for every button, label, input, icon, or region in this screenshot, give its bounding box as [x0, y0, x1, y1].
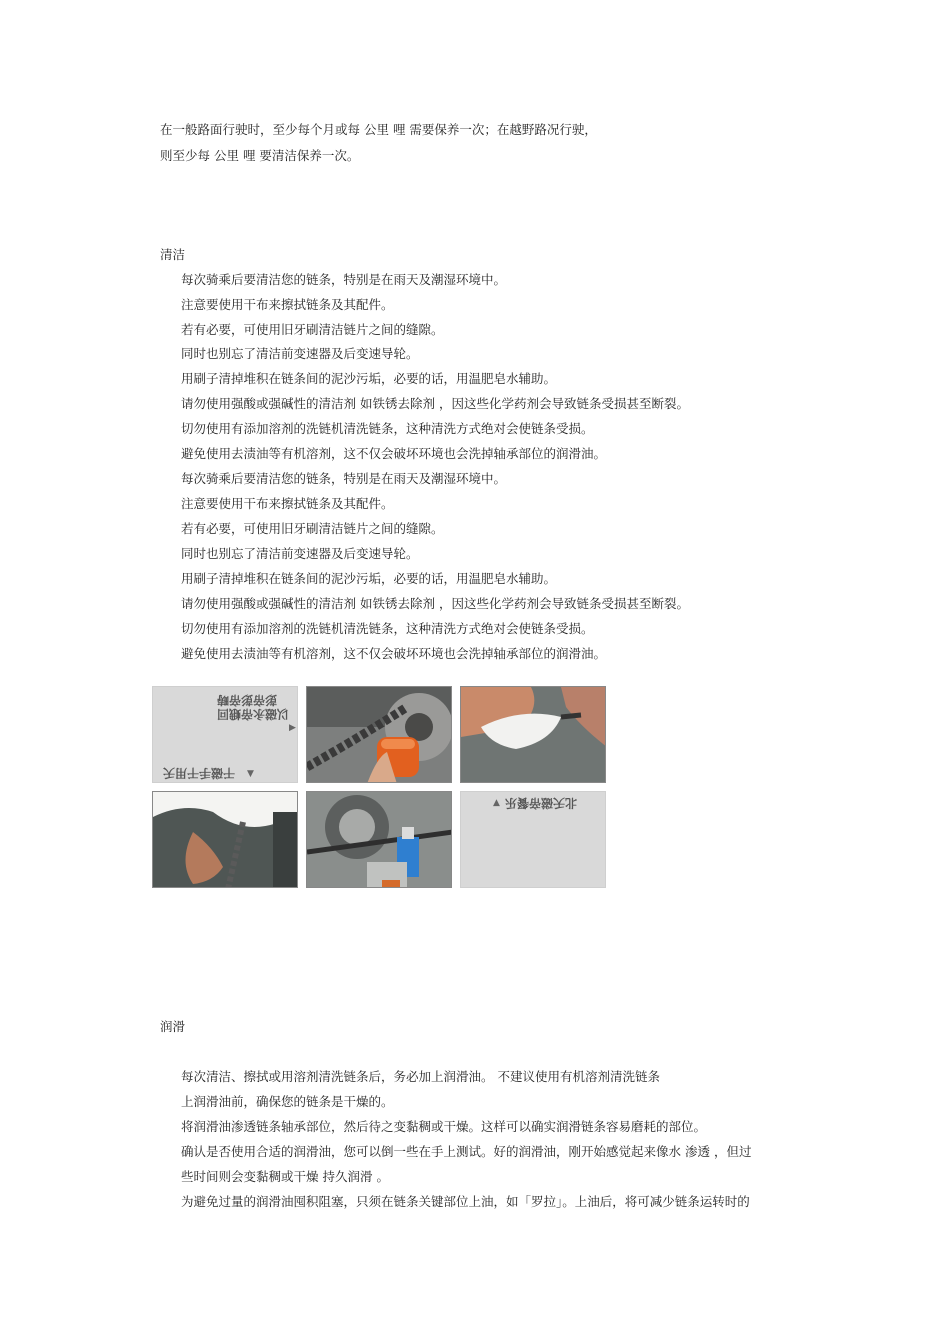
triangle-marker-icon: ▶ — [289, 723, 296, 733]
panel-mirrored-text-bottom: 干磁手干用夭 — [163, 766, 236, 780]
cleaning-line: 切勿使用有添加溶剂的洗链机清洗链条，这种清洗方式绝对会使链条受损。 — [181, 621, 594, 636]
cleaning-line: 注意要使用干布来擦拭链条及其配件。 — [181, 496, 394, 511]
lubrication-heading: 润滑 — [160, 1019, 186, 1034]
lubrication-line: 将润滑油渗透链条轴承部位，然后待之变黏稠或干燥。这样可以确实润滑链条容易磨耗的部位。 — [181, 1119, 707, 1134]
lubrication-line: 每次清洁、擦拭或用溶剂清洗链条后，务必加上润滑油。 不建议使用有机溶剂清洗链条 — [181, 1069, 660, 1084]
cleaning-line: 避免使用去渍油等有机溶剂，这不仅会破坏环境也会洗掉轴承部位的润滑油。 — [181, 446, 607, 461]
photo-panel-text-top — [152, 686, 298, 783]
cleaning-line: 每次骑乘后要清洁您的链条，特别是在雨天及潮湿环境中。 — [181, 272, 507, 287]
cleaning-line: 避免使用去渍油等有机溶剂，这不仅会破坏环境也会洗掉轴承部位的润滑油。 — [181, 646, 607, 661]
panel-mirrored-text: 北夭磁帝餐乐 — [505, 796, 578, 810]
panel-mirrored-text: 以磁永帝蛾回 彭帝彭帝畴 — [216, 693, 289, 721]
triangle-marker-icon: ▼ — [247, 769, 254, 779]
cleaning-line: 用刷子清掉堆积在链条间的泥沙污垢，必要的话，用温肥皂水辅助。 — [181, 571, 557, 586]
cleaning-line: 请勿使用强酸或强碱性的清洁剂 如铁锈去除剂 ，因这些化学药剂会导致链条受损甚至断裂。 — [181, 596, 689, 611]
photo-chain-orange-cap — [306, 686, 452, 783]
cleaning-heading: 清洁 — [160, 247, 186, 262]
lubrication-line: 上润滑油前，确保您的链条是干燥的。 — [181, 1094, 394, 1109]
cleaning-line: 若有必要，可使用旧牙刷清洁链片之间的缝隙。 — [181, 521, 444, 536]
cleaning-line: 用刷子清掉堆积在链条间的泥沙污垢，必要的话，用温肥皂水辅助。 — [181, 371, 557, 386]
lubrication-line: 些时间则会变黏稠或干燥 持久润滑 。 — [181, 1169, 389, 1184]
cleaning-line: 同时也别忘了清洁前变速器及后变速导轮。 — [181, 546, 419, 561]
lubrication-line: 为避免过量的润滑油囤积阻塞，只须在链条关键部位上油，如「罗拉」。上油后，将可减少链条运转时的 — [181, 1194, 750, 1209]
cleaning-line: 请勿使用强酸或强碱性的清洁剂 如铁锈去除剂 ，因这些化学药剂会导致链条受损甚至断裂。 — [181, 396, 689, 411]
photo-hands-cloth — [460, 686, 606, 783]
cleaning-line: 切勿使用有添加溶剂的洗链机清洗链条，这种清洗方式绝对会使链条受损。 — [181, 421, 594, 436]
intro-line-2: 则至少每 公里 哩 要清洁保养一次。 — [160, 148, 360, 163]
photo-hand-chain — [152, 791, 298, 888]
cleaning-photo-grid — [152, 686, 610, 890]
cleaning-line: 同时也别忘了清洁前变速器及后变速导轮。 — [181, 346, 419, 361]
cleaning-line: 若有必要，可使用旧牙刷清洁链片之间的缝隙。 — [181, 322, 444, 337]
cleaning-line: 每次骑乘后要清洁您的链条，特别是在雨天及潮湿环境中。 — [181, 471, 507, 486]
photo-panel-text-bottom — [460, 791, 606, 888]
lubrication-line: 确认是否使用合适的润滑油，您可以倒一些在手上测试。好的润滑油，刚开始感觉起来像水 渗透 ，但过 — [181, 1144, 752, 1159]
triangle-marker-icon: ▲ — [493, 798, 500, 808]
photo-drivetrain-blue — [306, 791, 452, 888]
intro-line-1: 在一般路面行驶时，至少每个月或每 公里 哩 需要保养一次；在越野路况行驶， — [160, 122, 597, 137]
cleaning-line: 注意要使用干布来擦拭链条及其配件。 — [181, 297, 394, 312]
